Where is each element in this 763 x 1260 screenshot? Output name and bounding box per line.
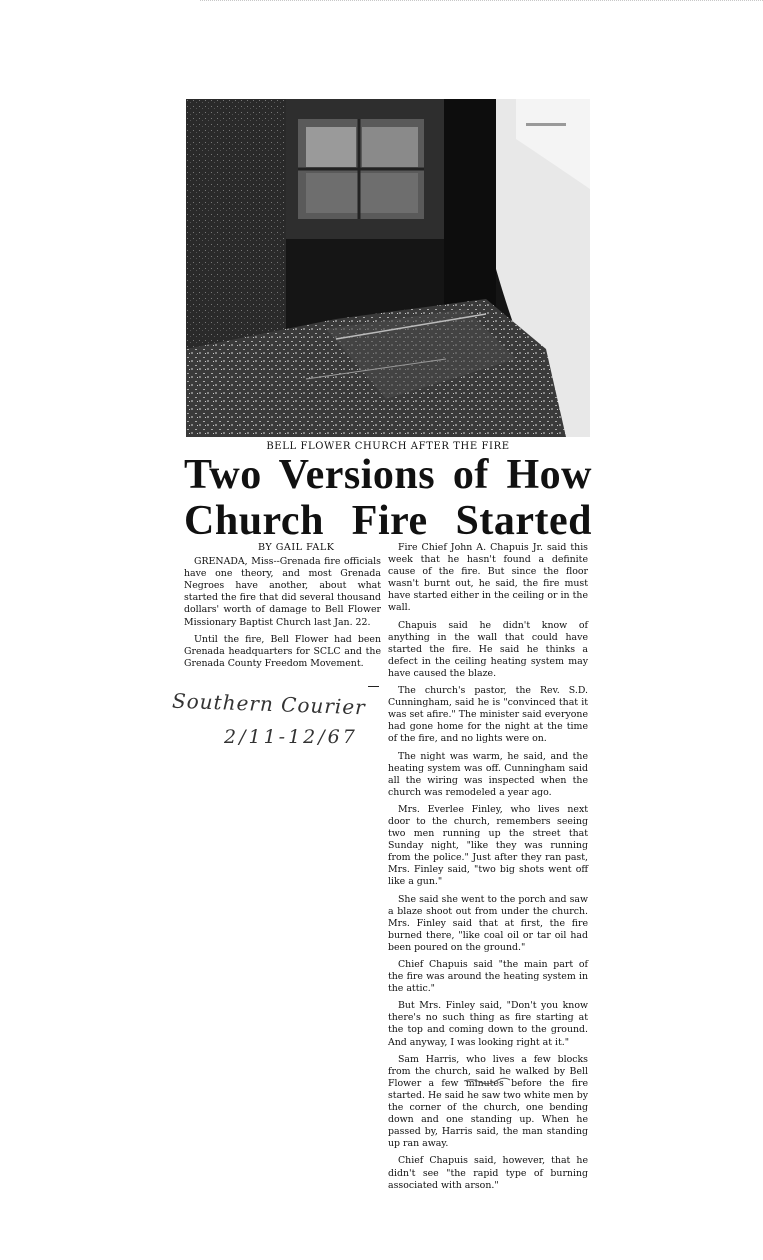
paragraph: The night was warm, he said, and the heating system was off. Cunningham said all the wiring was inspected when the church was remodeled a year ago. — [388, 750, 588, 798]
paragraph: Chief Chapuis said, however, that he didn't see "the rapid type of burning associated with arson." — [388, 1155, 588, 1191]
column-end-rule — [368, 686, 379, 687]
paragraph: But Mrs. Finley said, "Don't you know there's no such thing as fire starting at the top and coming down to the ground. And anyway, I was looking right at it." — [388, 1000, 588, 1048]
paragraph: Fire Chief John A. Chapuis Jr. said this week that he hasn't found a definite cause of the fire. But since the floor wasn't burnt out, he said, the fire must have started either in the ceiling or in the wall. — [388, 542, 588, 614]
handwritten-date: 2/11-12/67 — [224, 726, 358, 748]
headline-line-2: Church Fire Started — [184, 498, 592, 544]
paragraph: Sam Harris, who lives a few blocks from the church, said he walked by Bell Flower a few minutes before the fire started. He said he saw two white men by the corner of the church, one bending down and one standing up. When he passed by, Harris said, the man standing up ran away. — [388, 1053, 588, 1150]
article-left-column — [184, 542, 381, 675]
handwritten-source-note — [171, 688, 372, 762]
paragraph: She said she went to the porch and saw a blaze shoot out from under the church. Mrs. Finley said that at first, the fire burned there, "like coal oil or tar oil had been poured on the ground." — [388, 893, 588, 953]
paragraph: Chief Chapuis said "the main part of the fire was around the heating system in the attic." — [388, 959, 588, 995]
paragraph: Mrs. Everlee Finley, who lives next door to the church, remembers seeing two men running up the street that Sunday night, "like they was running from the police." Just after they ran past, Mrs. Finley said, "two big shots went off like a gun." — [388, 803, 588, 888]
top-dotted-border — [200, 0, 763, 3]
pen-scribble-mark — [462, 1077, 512, 1085]
headline-line-1: Two Versions of How — [184, 452, 592, 498]
paragraph: GRENADA, Miss--Grenada fire officials have one theory, and most Grenada Negroes have another, about what started the fire that did several thousand dollars' worth of damage to Bell Flower Missionary Baptist Church last Jan. 22. — [184, 556, 381, 628]
handwritten-publication: Southern Courier — [171, 688, 367, 720]
paragraph: Until the fire, Bell Flower had been Grenada headquarters for SCLC and the Grenada County Freedom Movement. — [184, 633, 381, 669]
photo-caption: BELL FLOWER CHURCH AFTER THE FIRE — [266, 441, 510, 452]
headline — [184, 452, 592, 544]
byline: BY GAIL FALK — [258, 542, 335, 553]
church-fire-photo — [186, 99, 590, 437]
paragraph: The church's pastor, the Rev. S.D. Cunningham, said he is "convinced that it was set afire." The minister said everyone had gone home for the night at the time of the fire, and no lights were on. — [388, 685, 588, 745]
paragraph: Chapuis said he didn't know of anything in the wall that could have started the fire. He said he thinks a defect in the ceiling heating system may have caused the blaze. — [388, 619, 588, 679]
article-right-column — [388, 542, 588, 1197]
photo-image — [186, 99, 590, 437]
